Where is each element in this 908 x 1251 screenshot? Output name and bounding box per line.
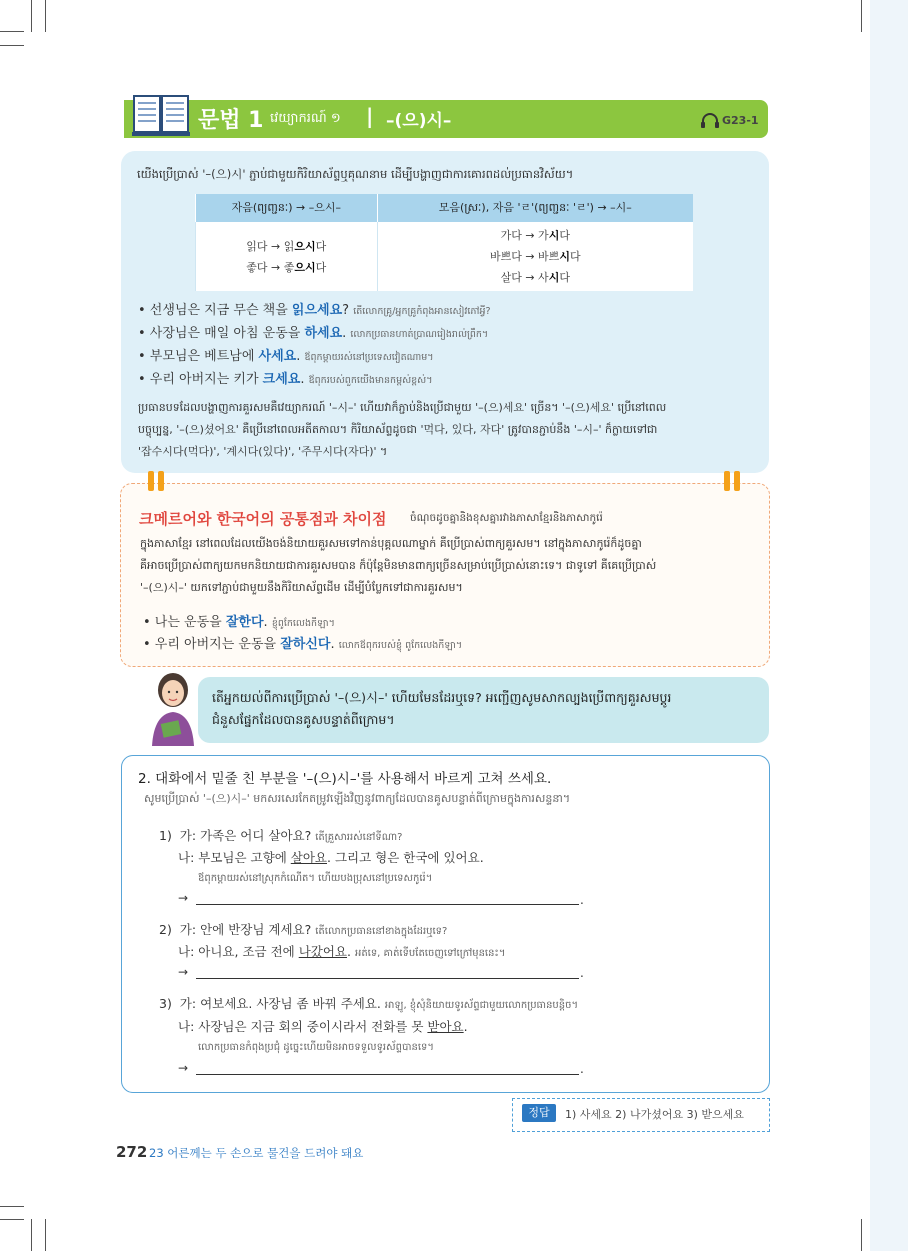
dialogue-line-ga: 1) 가: 가족은 어디 살아요? តើគ្រួសាររស់នៅទីណា? [159, 828, 403, 843]
headphones-icon[interactable] [700, 112, 720, 128]
grammar-section-subtitle: វេយ្យាករណ៍ ១ [270, 111, 341, 126]
crop-mark [31, 0, 32, 32]
dialogue-line-ga: 3) 가: 여보세요. 사장님 좀 바꿔 주세요. អាឡូ, ខ្ញុំសុំនិយាយទូរស័ព្ទជាមួយលោកប្រធានបន្តិច។ [159, 996, 579, 1011]
table-row: 읽다 → 읽으시다 [246, 239, 327, 253]
answer-line[interactable] [196, 1074, 579, 1075]
comparison-example: • 우리 아버지는 운동을 잘하신다. លោកឪពុករបស់ខ្ញុំ ពូកែលេងកីឡា។ [143, 637, 463, 652]
audio-track-label[interactable]: G23-1 [722, 114, 759, 127]
pin-decoration [724, 471, 730, 491]
header-separator: | [366, 104, 374, 128]
answer-line[interactable] [196, 978, 579, 979]
answer-line[interactable] [196, 904, 579, 905]
intro-text: យើងប្រើប្រាស់ '–(으)시' ភ្ជាប់ជាមួយកិរិយាស័ព្ទឬគុណនាម ដើម្បីបង្ហាញជាការគោរពដល់ប្រធានវិស័យ។ [137, 167, 574, 181]
answer-arrow: → [178, 891, 189, 905]
page-number: 272 [116, 1143, 148, 1161]
grammar-section-title: 문법 1 [198, 108, 264, 133]
table-row: 가다 → 가시다 [500, 229, 570, 242]
crop-mark [45, 0, 46, 32]
explanation-paragraph: ប្រធានបទដែលបង្ហាញការគួរសមគឺវេយ្យាករណ៍ '–시–' ហើយវាក៏ភ្ជាប់និងប្រើជាមួយ '–(으)세요' ច្រើន។ '–(으)세요' ប្រើនៅពេល បច្ចុប្បន្ន, '–(으)셨어요' គឺប្រើនៅពេលអតីតកាល។ កិរិយាស័ព្ទដូចជា '먹다, 있다, 자다' ត្រូវបានភ្ជាប់នឹង '–시–' ក៏ក្លាយទៅជា '잡수시다(먹다)', '계시다(있다)', '주무시다(자다)' ។ [138, 401, 667, 458]
table-cell-vowel [377, 222, 693, 291]
crop-mark [45, 1219, 46, 1251]
table-row: 살다 → 사시다 [500, 271, 570, 284]
table-cell-consonant [196, 222, 378, 291]
crop-mark [0, 1219, 24, 1220]
table-row: 바쁘다 → 바쁘시다 [489, 250, 581, 263]
crop-mark [861, 0, 862, 32]
answer-period: . [580, 966, 584, 980]
pin-decoration [158, 471, 164, 491]
comparison-subtitle: ចំណុចដូចគ្នានិងខុសគ្នារវាងភាសាខ្មែរនិងភាសាកូរ៉េ [410, 512, 603, 524]
grammar-pattern: –(으)시– [386, 111, 452, 131]
crop-mark [31, 1219, 32, 1251]
answer-text: 1) 사세요 2) 나가셨어요 3) 받으세요 [565, 1108, 744, 1121]
table-header-consonant: 자음(ព្យញ្ជនៈ) → –으시– [196, 194, 378, 222]
crop-mark [0, 45, 24, 46]
conjugation-table [195, 194, 693, 291]
example-sentence: • 우리 아버지는 키가 크세요. ឪពុករបស់ពួកយើងមានកម្ពស់ខ្ពស់។ [138, 372, 433, 387]
dialogue-line-na: 나: 사장님은 지금 회의 중이시라서 전화를 못 받아요. [178, 1019, 468, 1034]
comparison-paragraph: ក្នុងភាសាខ្មែរ នៅពេលដែលយើងចង់និយាយគួរសមទៅកាន់បុគ្គលណាម្នាក់ គឺប្រើប្រាស់ពាក្យគួរសម។ នៅក្នុងភាសាកូរ៉េក៏ដូចគ្នា គឺអាចប្រើប្រាស់ពាក្យយកមកនិយាយជាការគួរសមបាន ក៏ប៉ុន្តែមិនមានពាក្យច្រើនសម្រាប់ប្រើប្រាស់នោះទេ។ ជាទូទៅ គឺគេប្រើប្រាស់ '–(으)시–' យកទៅភ្ជាប់ជាមួយនឹងកិរិយាស័ព្ទដើម ដើម្បីបំប្លែកទៅជាការគួរសម។ [140, 537, 657, 594]
answer-badge: 정답 [522, 1104, 556, 1122]
answer-arrow: → [178, 965, 189, 979]
comparison-example: • 나는 운동을 잘한다. ខ្ញុំពូកែលេងកីឡា។ [143, 615, 335, 630]
question-text: តើអ្នកយល់ពីការប្រើប្រាស់ '–(으)시–' ហើយមែនដែរឬទេ? អញ្ជើញសូមសាកល្បងប្រើពាក្យគួរសមប្ដូរ ជំនួសផ្នែកដែលបានគូសបន្ទាត់ពីក្រោម។ [212, 690, 672, 727]
answer-arrow: → [178, 1061, 189, 1075]
answer-period: . [580, 1062, 584, 1076]
dialogue-translation: លោកប្រធានកំពុងប្រជុំ ដូច្នេះហើយមិនអាចទទួលទូរស័ព្ទបានទេ។ [198, 1042, 434, 1053]
page-edge-strip [870, 0, 908, 1251]
answer-period: . [580, 893, 584, 907]
table-header-vowel: 모음(ស្រៈ), 자음 'ㄹ'(ព្យញ្ជនៈ 'ㄹ') → –시– [377, 194, 693, 222]
table-row: 좋다 → 좋으시다 [246, 260, 327, 274]
dialogue-translation: ឪពុកម្ដាយរស់នៅស្រុកកំណើត។ ហើយបងប្រុសនៅប្រទេសកូរ៉េ។ [198, 873, 433, 884]
dialogue-line-na: 나: 부모님은 고향에 살아요. 그리고 형은 한국에 있어요. [178, 850, 484, 865]
open-book-icon [132, 92, 190, 138]
comparison-title: 크메르어와 한국어의 공통점과 차이점 [139, 510, 387, 528]
exercise-title: 2. 대화에서 밑줄 친 부분을 '–(으)시–'를 사용해서 바르게 고쳐 쓰세요. [138, 771, 552, 787]
dialogue-line-na: 나: 아니요, 조금 전에 나갔어요. អត់ទេ, គាត់ទើបតែចេញទៅក្រៅមុននេះ។ [178, 944, 506, 959]
pin-decoration [148, 471, 154, 491]
dialogue-line-ga: 2) 가: 안에 반장님 계세요? តើលោកប្រធាននៅខាងក្នុងដែរឬទេ? [159, 922, 448, 937]
teacher-illustration [146, 670, 200, 746]
crop-mark [0, 31, 24, 32]
crop-mark [0, 1206, 24, 1207]
example-sentence: • 사장님은 매일 아침 운동을 하세요. លោកប្រធានហាត់ប្រាណរៀងរាល់ព្រឹក។ [138, 326, 489, 341]
chapter-title: 23 어른께는 두 손으로 물건을 드려야 돼요 [149, 1146, 364, 1160]
exercise-subtitle: សូមប្រើប្រាស់ '–(으)시–' មកសរសេរកែតម្រូវឡើងវិញនូវពាក្យដែលបានគូសបន្ទាត់ពីក្រោមក្នុងការសន្ទនា។ [144, 792, 571, 805]
example-sentence: • 선생님은 지금 무슨 책을 읽으세요? តើលោកគ្រូ/អ្នកគ្រូកំពុងអានសៀវភៅអ្វី? [138, 303, 491, 318]
example-sentence: • 부모님은 베트남에 사세요. ឪពុកម្ដាយរស់នៅប្រទេសវៀតណាម។ [138, 349, 434, 364]
pin-decoration [734, 471, 740, 491]
crop-mark [861, 1219, 862, 1251]
